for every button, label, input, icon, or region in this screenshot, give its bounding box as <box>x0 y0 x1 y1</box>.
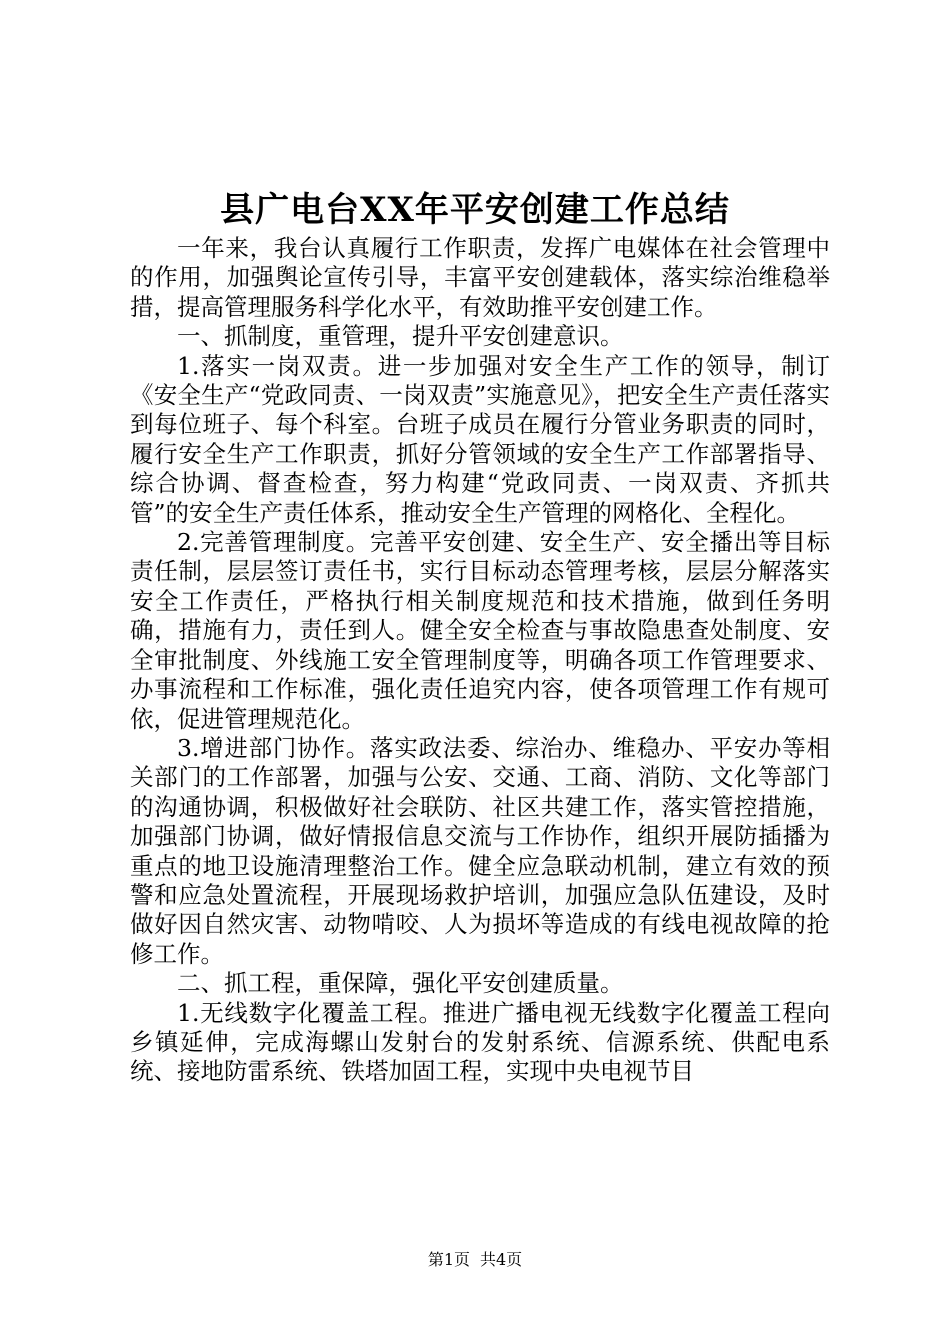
page-total: 共4页 <box>480 1250 523 1269</box>
paragraph-intro: 一年来，我台认真履行工作职责，发挥广电媒体在社会管理中的作用，加强舆论宣传引导，丰富平安创建载体，落实综治维稳举措，提高管理服务科学化水平，有效助推平安创建工作。 <box>130 234 830 321</box>
paragraph-item-1-2: 2.完善管理制度。完善平安创建、安全生产、安全播出等目标责任制，层层签订责任书，实行目标动态管理考核，层层分解落实安全工作责任，严格执行相关制度规范和技术措施，做到任务明确，措施有力，责任到人。健全安全检查与事故隐患查处制度、安全审批制度、外线施工安全管理制度等，明确各项工作管理要求、办事流程和工作标准，强化责任追究内容，使各项管理工作有规可依，促进管理规范化。 <box>130 528 830 733</box>
document-title: 县广电台XX年平安创建工作总结 <box>220 190 730 230</box>
section-heading-1: 一、抓制度，重管理，提升平安创建意识。 <box>177 322 624 351</box>
paragraph-item-1-1: 1.落实一岗双责。进一步加强对安全生产工作的领导，制订《安全生产“党政同责、一岗双责”实施意见》，把安全生产责任落实到每位班子、每个科室。台班子成员在履行分管业务职责的同时，履行安全生产工作职责，抓好分管领域的安全生产工作部署指导、综合协调、督查检查，努力构建“党政同责、一岗双责、齐抓共管”的安全生产责任体系，推动安全生产管理的网格化、全程化。 <box>130 351 830 527</box>
paragraph-item-2-1: 1.无线数字化覆盖工程。推进广播电视无线数字化覆盖工程向乡镇延伸，完成海螺山发射台的发射系统、信源系统、供配电系统、接地防雷系统、铁塔加固工程，实现中央电视节目 <box>130 998 830 1086</box>
paragraph-item-1-3: 3.增进部门协作。落实政法委、综治办、维稳办、平安办等相关部门的工作部署，加强与公安、交通、工商、消防、文化等部门的沟通协调，积极做好社会联防、社区共建工作，落实管控措施，加强部门协调，做好情报信息交流与工作协作，组织开展防插播为重点的地卫设施清理整治工作。健全应急联动机制，建立有效的预警和应急处置流程，开展现场救护培训，加强应急队伍建设，及时做好因自然灾害、动物啃咬、人为损坏等造成的有线电视故障的抢修工作。 <box>130 733 830 968</box>
document-body <box>130 234 830 1087</box>
page-footer <box>0 1250 950 1270</box>
section-heading-2: 二、抓工程，重保障，强化平安创建质量。 <box>177 969 624 998</box>
page-number: 第1页 <box>427 1250 470 1269</box>
